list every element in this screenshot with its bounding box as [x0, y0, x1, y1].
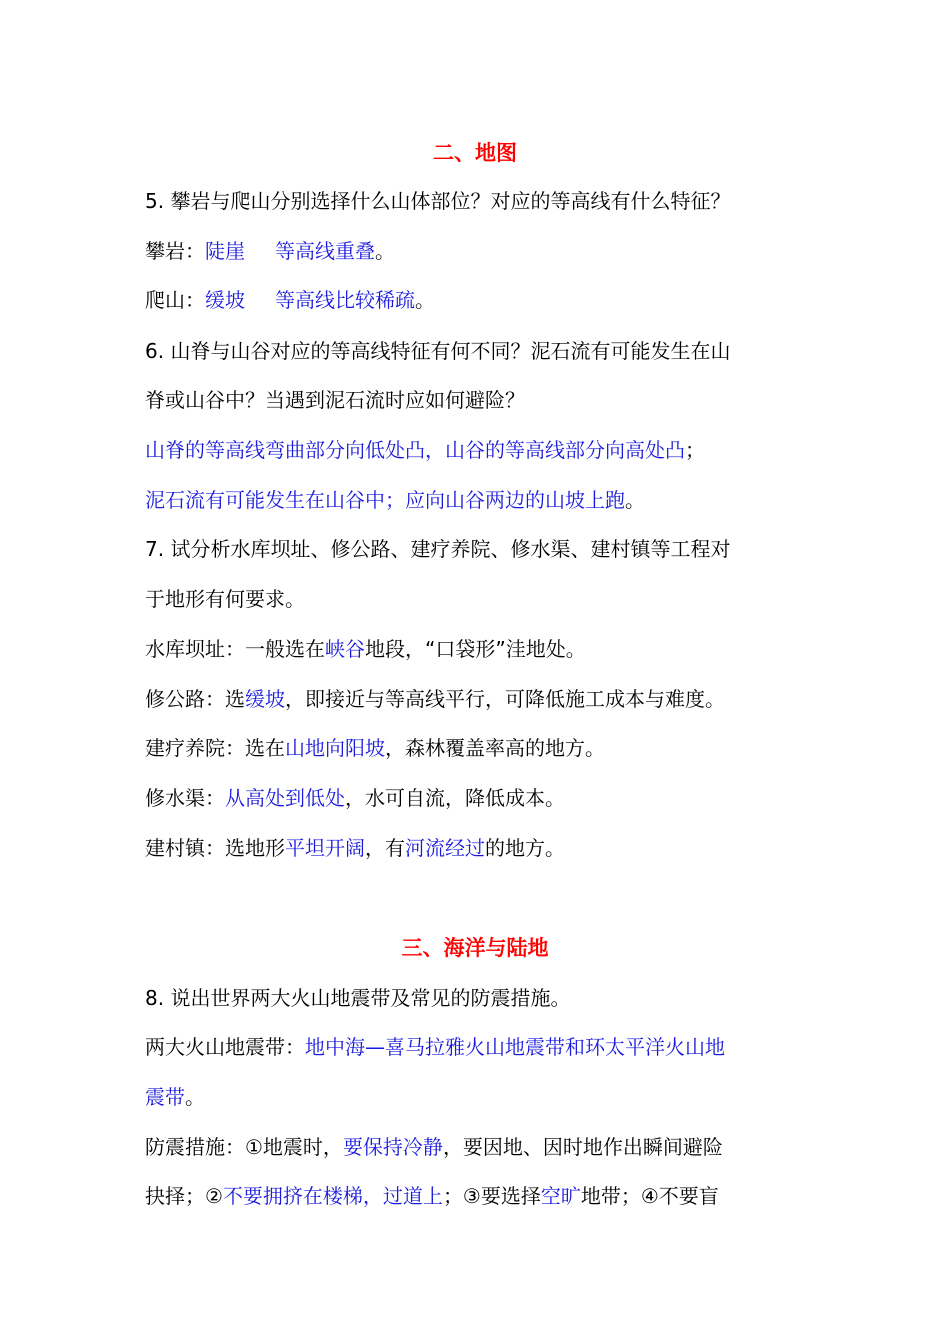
answer-label: 攀岩：: [145, 239, 205, 263]
answer-hiking: [145, 285, 825, 315]
answer-text: 水库坝址：一般选在: [145, 637, 325, 661]
question-8: 8. 说出世界两大火山地震带及常见的防震措施。: [145, 986, 571, 1010]
answer-text: ，要因地、因时地作出瞬间避险: [442, 1135, 723, 1159]
answer-text: 。: [625, 488, 645, 512]
answer-belts-line-1: [145, 1032, 825, 1062]
question-6-line-1: 6. 山脊与山谷对应的等高线特征有何不同？泥石流有可能发生在山: [145, 339, 731, 363]
answer-text: 建村镇：选地形: [145, 836, 285, 860]
answer-text: 的地方。: [485, 836, 565, 860]
section-title-ocean: 三、海洋与陆地: [401, 936, 549, 960]
question-7-line-2: 于地形有何要求。: [145, 587, 305, 611]
answer-village: [145, 833, 825, 863]
answer-text: 修公路：选: [145, 687, 245, 711]
answer-key: 峡谷: [325, 637, 365, 661]
question-6-line-2: 脊或山谷中？当遇到泥石流时应如何避险？: [145, 388, 525, 412]
question-5: 5. 攀岩与爬山分别选择什么山体部位？对应的等高线有什么特征？: [145, 189, 731, 213]
answer-key: 缓坡: [205, 288, 245, 312]
answer-text: ；: [685, 438, 705, 462]
answer-label: 爬山：: [145, 288, 205, 312]
answer-measures-line-1: [145, 1132, 825, 1162]
answer-text: 防震措施：①地震时，: [145, 1135, 343, 1159]
answer-6-line-1: [145, 435, 825, 465]
answer-dam: [145, 634, 825, 664]
answer-measures-line-2: [145, 1181, 825, 1211]
answer-text: 地段，“口袋形”洼地处。: [365, 637, 586, 661]
answer-6-line-2: [145, 485, 825, 515]
answer-label: 两大火山地震带：: [145, 1035, 305, 1059]
answer-text: 。: [185, 1085, 205, 1109]
answer-road: [145, 684, 825, 714]
answer-text: ，水可自流，降低成本。: [345, 786, 565, 810]
answer-text: 抉择；②: [145, 1184, 223, 1208]
answer-key: 等高线比较稀疏: [275, 288, 415, 312]
answer-key: 等高线重叠: [275, 239, 375, 263]
answer-text: ；③要选择: [442, 1184, 541, 1208]
section-title-map: 二、地图: [433, 141, 517, 165]
answer-text: 。: [375, 239, 395, 263]
answer-key: 震带: [145, 1085, 185, 1109]
answer-text: ，森林覆盖率高的地方。: [385, 736, 605, 760]
answer-text: 地带；④不要盲: [580, 1184, 719, 1208]
answer-key: 不要拥挤在楼梯，过道上: [222, 1184, 443, 1208]
answer-key: 陡崖: [205, 239, 245, 263]
answer-sanatorium: [145, 733, 825, 763]
answer-key: 泥石流有可能发生在山谷中；应向山谷两边的山坡上跑: [145, 488, 625, 512]
answer-key: 山脊的等高线弯曲部分向低处凸，山谷的等高线部分向高处凸: [145, 438, 685, 462]
answer-belts-line-2: [145, 1082, 825, 1112]
answer-text: 。: [415, 288, 435, 312]
question-7-line-1: 7. 试分析水库坝址、修公路、建疗养院、修水渠、建村镇等工程对: [145, 537, 731, 561]
answer-text: ，即接近与等高线平行，可降低施工成本与难度。: [285, 687, 725, 711]
answer-text: ，有: [365, 836, 405, 860]
answer-text: 修水渠：: [145, 786, 225, 810]
answer-key: 要保持冷静: [342, 1135, 443, 1159]
answer-canal: [145, 783, 825, 813]
answer-key: 地中海—喜马拉雅火山地震带和环太平洋火山地: [305, 1035, 725, 1059]
answer-key: 从高处到低处: [225, 786, 345, 810]
answer-text: 建疗养院：选在: [145, 736, 285, 760]
answer-climbing: [145, 236, 825, 266]
answer-key: 河流经过: [405, 836, 485, 860]
answer-key: 缓坡: [245, 687, 285, 711]
answer-key: 平坦开阔: [285, 836, 365, 860]
answer-key: 山地向阳坡: [285, 736, 385, 760]
answer-key: 空旷: [540, 1184, 581, 1208]
